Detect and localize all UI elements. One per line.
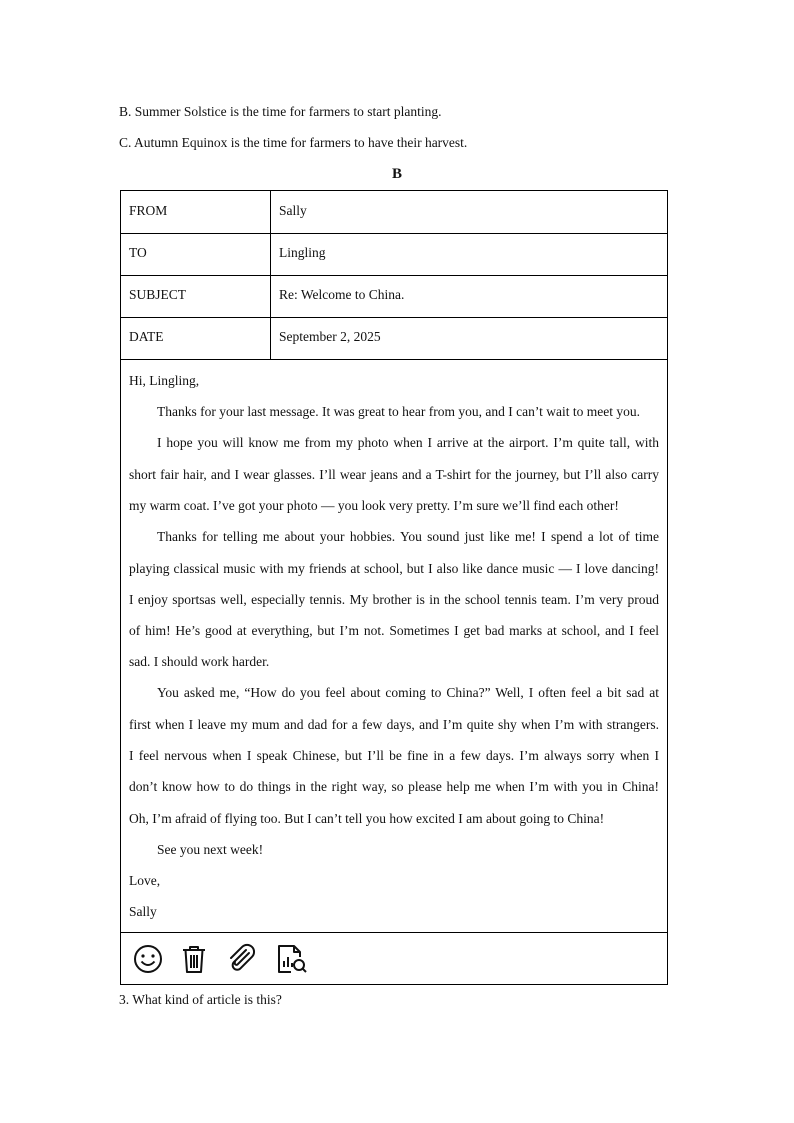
email-card <box>120 190 668 985</box>
subject-label: SUBJECT <box>129 287 187 302</box>
section-heading: B <box>391 166 402 182</box>
body-line: I feel nervous when I speak Chinese, but I’ll be fine in a few days. I’m always sorry when I <box>129 748 659 763</box>
body-line: playing classical music with my friends at school, but I also like dance music — I love dancing! <box>129 561 659 576</box>
date-label: DATE <box>129 329 164 344</box>
body-line: You asked me, “How do you feel about coming to China?” Well, I often feel a bit sad at <box>157 685 659 700</box>
body-line: Oh, I’m afraid of flying too. But I can’t tell you how excited I am about going to China! <box>129 811 605 826</box>
header-row-date <box>121 317 667 360</box>
to-value: Lingling <box>279 245 326 260</box>
header-row-from <box>121 191 667 234</box>
report-search-icon[interactable] <box>275 942 309 976</box>
body-line: Thanks for your last message. It was great to hear from you, and I can’t wait to meet you. <box>157 404 640 419</box>
body-line: of him! He’s good at everything, but I’m not. Sometimes I get bad marks at school, and I feel <box>129 623 659 638</box>
option-c: C. Autumn Equinox is the time for farmers to have their harvest. <box>119 135 468 150</box>
from-value: Sally <box>279 203 307 218</box>
body-line: I enjoy sportsas well, especially tennis. My brother is in the school tennis team. I’m very proud <box>129 592 659 607</box>
question-3: 3. What kind of article is this? <box>119 992 282 1007</box>
from-label: FROM <box>129 203 168 218</box>
header-row-to <box>121 233 667 276</box>
subject-value: Re: Welcome to China. <box>279 287 405 302</box>
email-signature: Sally <box>129 904 157 919</box>
body-line: sad. I should work harder. <box>129 654 270 669</box>
trash-icon[interactable] <box>177 942 211 976</box>
body-line: short fair hair, and I wear glasses. I’ll wear jeans and a T-shirt for the journey, but I’ll also carry <box>129 467 659 482</box>
body-line: See you next week! <box>157 842 264 857</box>
date-value: September 2, 2025 <box>279 329 381 344</box>
body-line: first when I leave my mum and dad for a few days, and I’m quite shy when I’m with strangers. <box>129 717 659 732</box>
body-line: Thanks for telling me about your hobbies. You sound just like me! I spend a lot of time <box>157 529 659 544</box>
email-closing: Love, <box>129 873 161 888</box>
email-greeting: Hi, Lingling, <box>129 373 200 388</box>
body-line: my warm coat. I’ve got your photo — you look very pretty. I’m sure we’ll find each other! <box>129 498 619 513</box>
to-label: TO <box>129 245 147 260</box>
header-row-subject <box>121 275 667 318</box>
paperclip-icon[interactable] <box>225 942 259 976</box>
body-line: don’t know how to do things in the right way, so please help me when I’m with you in China! <box>129 779 659 794</box>
body-line: I hope you will know me from my photo when I arrive at the airport. I’m quite tall, with <box>157 435 659 450</box>
email-body <box>121 359 667 933</box>
option-b: B. Summer Solstice is the time for farmers to start planting. <box>119 104 442 119</box>
email-toolbar <box>121 933 667 984</box>
smiley-icon[interactable] <box>131 942 165 976</box>
